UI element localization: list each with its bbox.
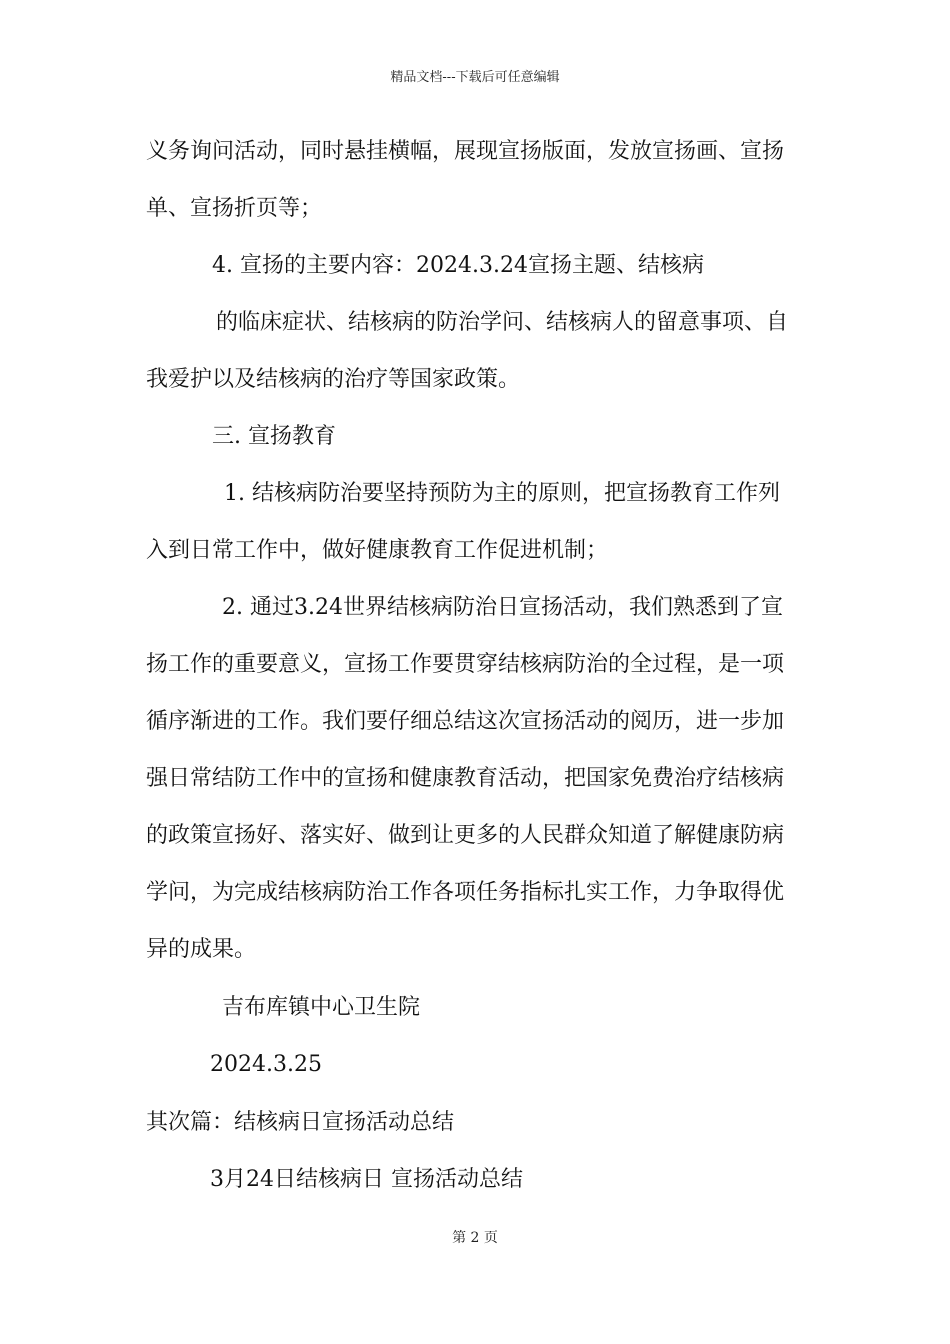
body-line: 循序渐进的工作。我们要仔细总结这次宣扬活动的阅历，进一步加: [146, 709, 785, 734]
body-line: 的政策宣扬好、落实好、做到让更多的人民群众知道了解健康防病: [146, 823, 785, 848]
body-line: 单、宣扬折页等；: [146, 196, 323, 221]
signature-organization: 吉布库镇中心卫生院: [222, 995, 421, 1020]
subsection-title: 3月24日结核病日 宣扬活动总结: [210, 1167, 523, 1192]
chapter-title: 其次篇：结核病日宣扬活动总结: [146, 1110, 455, 1135]
signature-date: 2024.3.25: [210, 1052, 322, 1077]
body-line: 我爱护以及结核病的治疗等国家政策。: [146, 367, 521, 392]
body-line: 的临床症状、结核病的防治学问、结核病人的留意事项、自: [216, 310, 789, 335]
body-line: 强日常结防工作中的宣扬和健康教育活动，把国家免费治疗结核病: [146, 766, 785, 791]
page-number: 第 2 页: [452, 1230, 498, 1246]
list-item: 1. 结核病防治要坚持预防为主的原则，把宣扬教育工作列: [224, 481, 780, 506]
body-line: 扬工作的重要意义，宣扬工作要贯穿结核病防治的全过程，是一项: [146, 652, 785, 677]
body-line: 入到日常工作中，做好健康教育工作促进机制；: [146, 538, 609, 563]
page-header: 精品文档---下载后可任意编辑: [390, 70, 560, 85]
list-item-heading: 4. 宣扬的主要内容：2024.3.24宣扬主题、结核病: [212, 253, 704, 278]
body-line: 学问，为完成结核病防治工作各项任务指标扎实工作，力争取得优: [146, 880, 785, 905]
body-line: 异的成果。: [146, 937, 257, 962]
body-line: 义务询问活动，同时悬挂横幅，展现宣扬版面，发放宣扬画、宣扬: [146, 139, 785, 164]
list-item: 2. 通过3.24世界结核病防治日宣扬活动，我们熟悉到了宣: [222, 595, 783, 620]
section-heading: 三. 宣扬教育: [212, 424, 336, 449]
